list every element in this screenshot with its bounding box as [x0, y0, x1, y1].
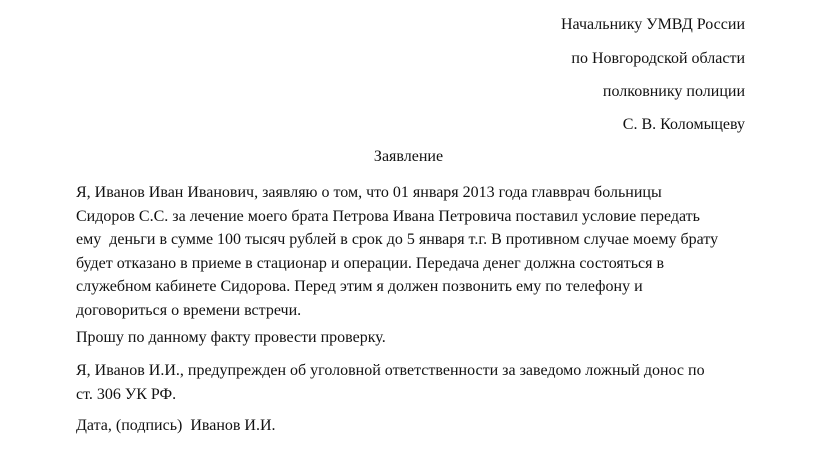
document-title	[0, 147, 823, 167]
main-paragraph-line: ему деньги в сумме 100 тысяч рублей в срок до 5 января т.г. В противном случае моему брату	[76, 231, 719, 248]
main-paragraph	[76, 181, 756, 322]
request-paragraph: Прошу по данному факту провести проверку.	[76, 329, 386, 346]
signature-line: Дата, (подпись) Иванов И.И.	[76, 417, 276, 434]
addressee-line-3: полковнику полиции	[602, 83, 745, 100]
main-paragraph-line: договориться о времени встречи.	[76, 301, 302, 319]
document-title-text: Заявление	[373, 148, 444, 165]
addressee-line-2: по Новгородской области	[571, 50, 745, 67]
warning-paragraph-line: ст. 306 УК РФ.	[76, 385, 177, 403]
main-paragraph-line: Сидоров С.С. за лечение моего брата Петрова Ивана Петровича поставил условие передать	[76, 207, 700, 225]
warning-paragraph	[76, 359, 756, 406]
main-paragraph-line: Я, Иванов Иван Иванович, заявляю о том, что 01 января 2013 года главврач больницы	[76, 184, 662, 201]
warning-paragraph-line: Я, Иванов И.И., предупрежден об уголовной ответственности за заведомо ложный донос по	[76, 362, 705, 379]
main-paragraph-line: будет отказано в приеме в стационар и операции. Передача денег должна состояться в	[76, 254, 665, 272]
addressee-line-4: С. В. Коломыцеву	[622, 116, 745, 133]
main-paragraph-line: служебном кабинете Сидорова. Перед этим я должен позвонить ему по телефону и	[76, 278, 643, 295]
addressee-line-1: Начальнику УМВД России	[560, 16, 745, 33]
